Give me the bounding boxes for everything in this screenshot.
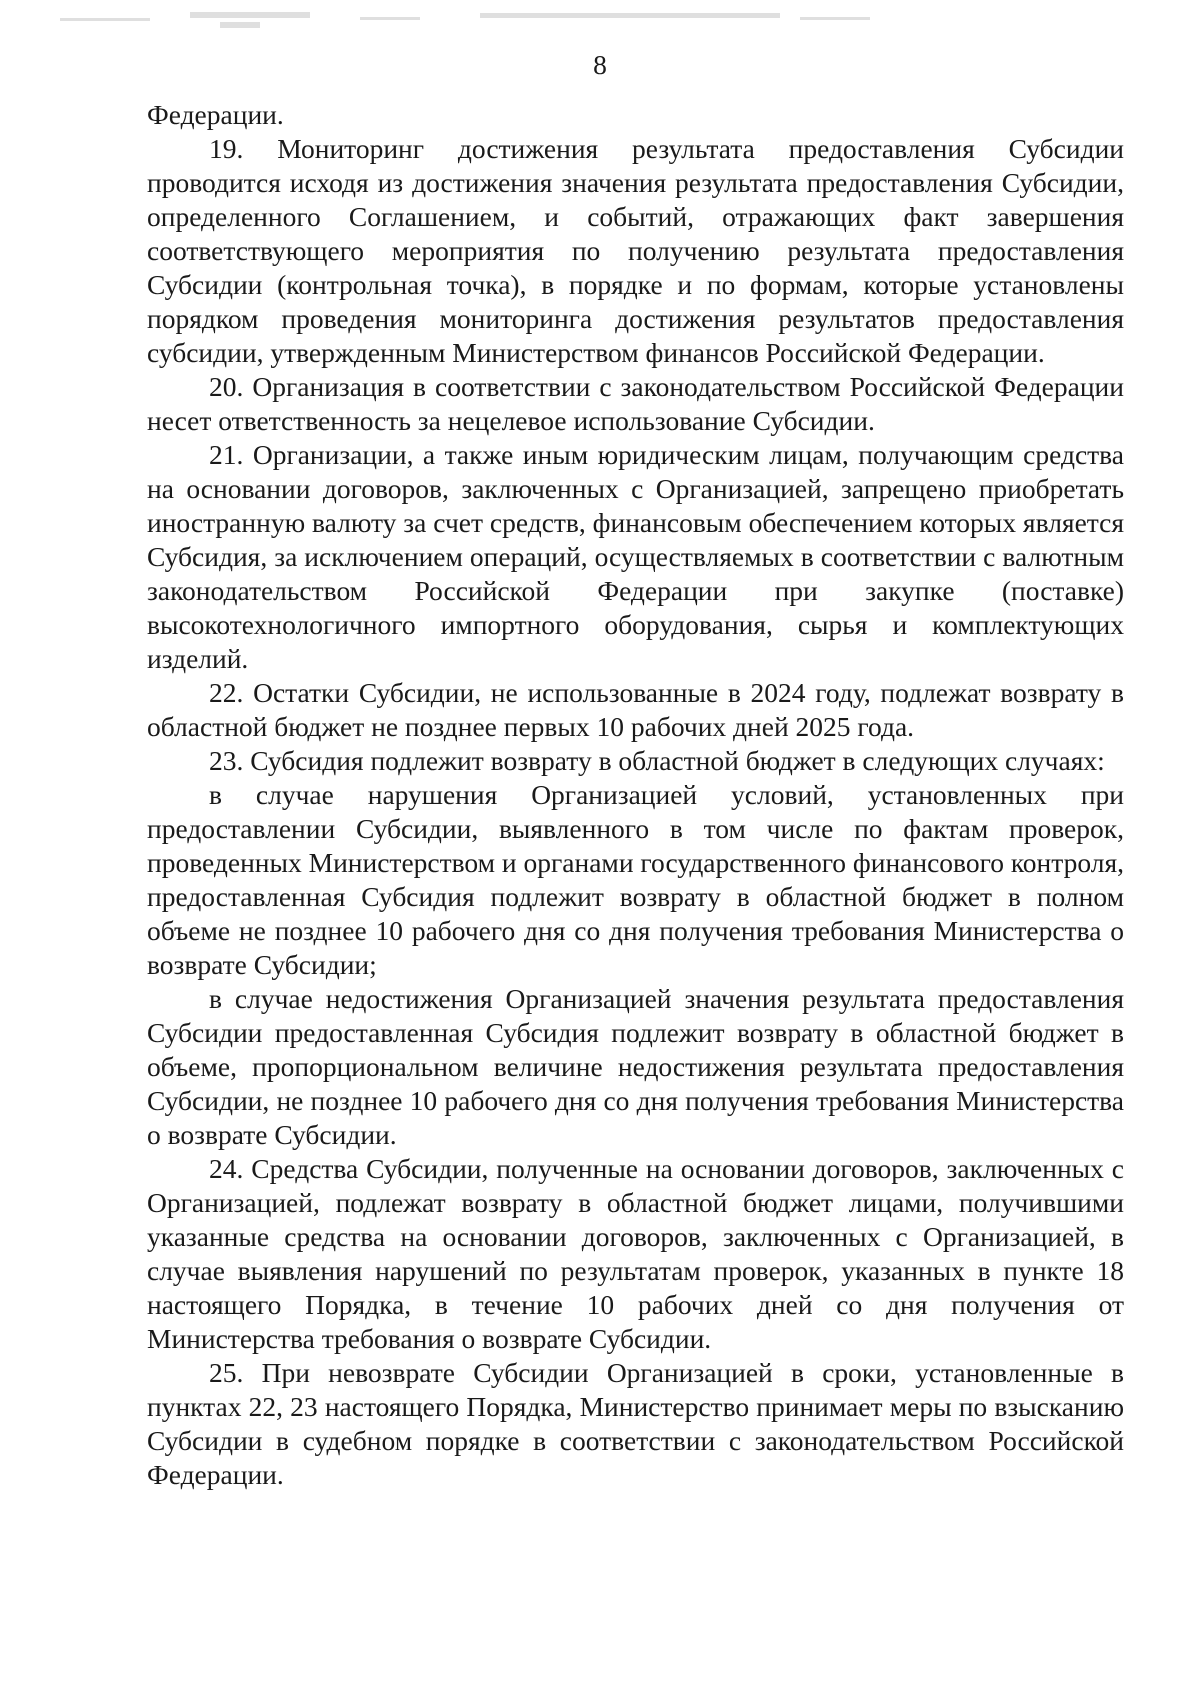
- paragraph-23-case-nonachievement: в случае недостижения Организацией значения результата предоставления Субсидии предоставленная Субсидия подлежит возврату в областной бюджет в объеме, пропорциональном величине недостижения результата предоставления Субсидии, не позднее 10 рабочего дня со дня получения требования Министерства о возврате Субсидии.: [147, 983, 1124, 1150]
- paragraph-23: 23. Субсидия подлежит возврату в областной бюджет в следующих случаях:: [209, 745, 1105, 776]
- scan-artifact: [60, 8, 880, 32]
- paragraph-25: 25. При невозврате Субсидии Организацией в сроки, установленные в пунктах 22, 23 настоящего Порядка, Министерство принимает меры по взысканию Субсидии в судебном порядке в соответствии с законодательством Российской Федерации.: [147, 1357, 1124, 1490]
- document-body: [147, 98, 1124, 1492]
- paragraph-21: 21. Организации, а также иным юридическим лицам, получающим средства на основании договоров, заключенных с Организацией, запрещено приобретать иностранную валюту за счет средств, финансовым обеспечением которых является Субсидия, за исключением операций, осуществляемых в соответствии с валютным законодательством Российской Федерации при закупке (поставке) высокотехнологичного импортного оборудования, сырья и комплектующих изделий.: [147, 439, 1124, 674]
- paragraph-continuation: Федерации.: [147, 99, 284, 130]
- paragraph-20: 20. Организация в соответствии с законодательством Российской Федерации несет ответственность за нецелевое использование Субсидии.: [147, 371, 1124, 436]
- page-number: 8: [593, 49, 607, 80]
- paragraph-24: 24. Средства Субсидии, полученные на основании договоров, заключенных с Организацией, подлежат возврату в областной бюджет лицами, получившими указанные средства на основании договоров, заключенных с Организацией, в случае выявления нарушений по результатам проверок, указанных в пункте 18 настоящего Порядка, в течение 10 рабочих дней со дня получения от Министерства требования о возврате Субсидии.: [147, 1153, 1124, 1354]
- paragraph-22: 22. Остатки Субсидии, не использованные в 2024 году, подлежат возврату в областной бюджет не позднее первых 10 рабочих дней 2025 года.: [147, 677, 1124, 742]
- paragraph-23-case-violation: в случае нарушения Организацией условий, установленных при предоставлении Субсидии, выявленного в том числе по фактам проверок, проведенных Министерством и органами государственного финансового контроля, предоставленная Субсидия подлежит возврату в областной бюджет в полном объеме не позднее 10 рабочего дня со дня получения требования Министерства о возврате Субсидии;: [147, 779, 1124, 980]
- paragraph-19: 19. Мониторинг достижения результата предоставления Субсидии проводится исходя из достижения значения результата предоставления Субсидии, определенного Соглашением, и событий, отражающих факт завершения соответствующего мероприятия по получению результата предоставления Субсидии (контрольная точка), в порядке и по формам, которые установлены порядком проведения мониторинга достижения результатов предоставления субсидии, утвержденным Министерством финансов Российской Федерации.: [147, 133, 1124, 368]
